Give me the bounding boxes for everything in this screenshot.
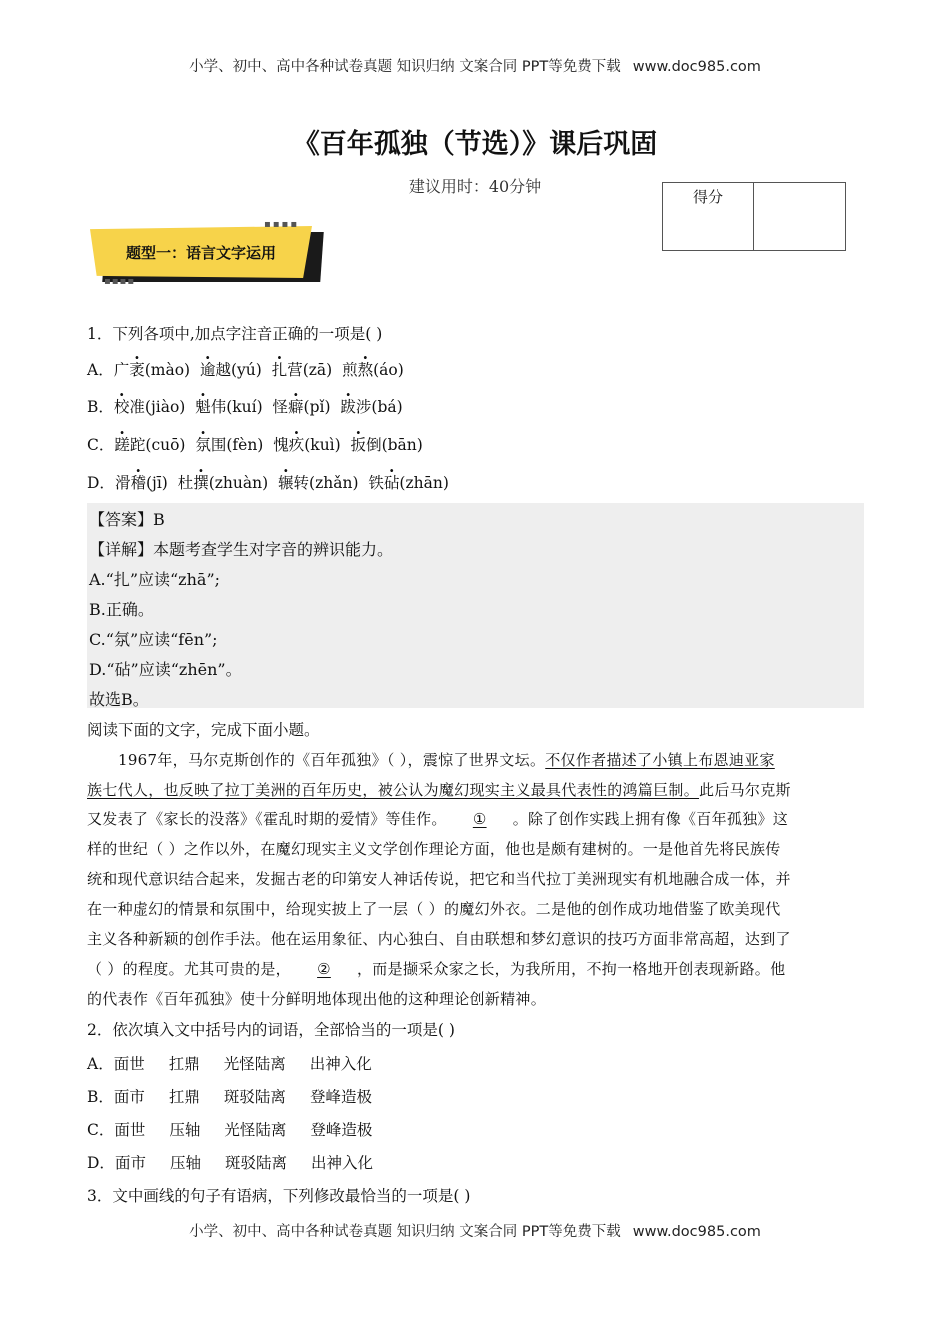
passage-line-7: 主义各种新颖的创作手法。他在运用象征、内心独白、自由联想和梦幻意识的技巧方面非常高超，达到了 [87,930,791,948]
option-letter: C． [87,436,115,454]
banner-decoration-bottom: ▪▪▪▪ [104,276,136,287]
passage-line-1: 1967年，马尔克斯创作的《百年孤独》（ ），震惊了世界文坛。不仅作者描述了小镇上布恩迪亚家 [118,751,775,769]
passage-line-8: （ ）的程度。尤其可贵的是， ② ，而是撷采众家之长，为我所用，不拘一格地开创表现新路。他 [87,960,786,978]
answer-line: A.“扎”应读“zhā”; [89,570,221,589]
underlined-sentence: 族七代人，也反映了拉丁美洲的百年历史，被公认为魔幻现实主义最具代表性的鸿篇巨制。 [87,781,700,799]
option-item: 杜撰(zhuàn) [177,474,269,492]
score-box [662,182,846,251]
option-word: 登峰造极 [310,1121,373,1139]
option-word: 面市 [113,1088,145,1106]
reading-intro: 阅读下面的文字，完成下面小题。 [87,721,320,739]
header-url[interactable]: www.doc985.com [632,59,761,75]
question-1-option-c[interactable] [87,433,423,455]
page-header [0,55,950,76]
answer-line: 【详解】本题考查学生对字音的辨识能力。 [89,540,394,559]
footer-url[interactable]: www.doc985.com [632,1224,761,1240]
question-3-stem: 3．文中画线的句子有语病，下列修改最恰当的一项是( ) [87,1187,471,1205]
section-banner [90,219,322,287]
answer-line: 故选B。 [89,690,149,709]
option-item: 跋涉(bá) [340,398,403,416]
answer-box [87,503,864,708]
option-word: 压轴 [169,1121,201,1139]
page-footer [0,1220,950,1241]
answer-line: B.正确。 [89,600,154,619]
option-word: 斑驳陆离 [223,1088,286,1106]
question-2-option-c[interactable] [87,1118,396,1140]
option-word: 出神入化 [310,1154,373,1172]
option-item: 滑稽(jī) [114,474,168,492]
option-word: 扛鼎 [168,1055,200,1073]
option-item: 扳倒(bān) [350,436,423,454]
option-item: 愧疚(kuì) [273,436,341,454]
option-item: 煎熬(áo) [342,361,404,379]
page-title: 《百年孤独（节选）》课后巩固 [292,129,658,160]
passage-line-3: 又发表了《家长的没落》《霍乱时期的爱情》等佳作。 ① 。除了创作实践上拥有像《百年孤独》这 [87,810,789,828]
answer-line: 【答案】B [89,510,165,529]
option-word: 面市 [114,1154,146,1172]
suggested-time: 建议用时：40分钟 [408,177,542,196]
blank-2: ② [317,960,331,978]
question-2-option-d[interactable] [87,1151,397,1173]
option-item: 广袤(mào) [113,361,191,379]
option-word: 光怪陆离 [223,1055,286,1073]
option-word: 扛鼎 [168,1088,200,1106]
score-value [754,183,845,250]
option-word: 登峰造极 [309,1088,372,1106]
score-label: 得分 [663,183,754,250]
question-1-option-a[interactable] [87,358,404,380]
question-2-stem: 2．依次填入文中括号内的词语，全部恰当的一项是( ) [87,1021,455,1039]
option-word: 光怪陆离 [224,1121,287,1139]
option-letter: C． [87,1121,115,1139]
question-1-stem: 1．下列各项中,加点字注音正确的一项是( ) [87,325,383,343]
passage-line-5: 统和现代意识结合起来，发掘古老的印第安人神话传说，把它和当代拉丁美洲现实有机地融合成一体，并 [87,870,791,888]
section-title: 题型一：语言文字运用 [126,244,277,262]
option-item: 铁砧(zhān) [368,474,449,492]
option-word: 面世 [113,1055,145,1073]
option-item: 氛围(fèn) [195,436,264,454]
question-1-option-b[interactable] [87,395,403,417]
underlined-sentence: 不仅作者描述了小镇上布恩迪亚家 [545,751,775,769]
option-item: 校准(jiào) [113,398,186,416]
option-item: 逾越(yú) [199,361,262,379]
passage-line-4: 样的世纪（ ）之作以外，在魔幻现实主义文学创作理论方面，他也是颇有建树的。一是他首先将民族传 [87,840,781,858]
option-item: 怪癖(pǐ) [272,398,331,416]
footer-text: 小学、初中、高中各种试卷真题 知识归纳 文案合同 PPT等免费下载 [189,1224,621,1240]
option-letter: B． [87,398,114,416]
option-item: 蹉跎(cuō) [114,436,186,454]
blank-1: ① [472,810,487,828]
answer-line: D.“砧”应读“zhēn”。 [89,660,242,679]
question-1-option-d[interactable] [87,471,449,493]
option-word: 压轴 [169,1154,201,1172]
answer-line: C.“氛”应读“fēn”; [89,630,218,649]
banner-decoration-top: ▪▪▪▪ [264,219,300,230]
passage-line-6: 在一种虚幻的情景和氛围中，给现实披上了一层（ ）的魔幻外衣。二是他的创作成功地借鉴了欧美现代 [87,900,781,918]
question-2-option-b[interactable] [87,1085,396,1107]
option-letter: D． [87,1154,115,1172]
option-item: 辗转(zhǎn) [278,474,359,492]
option-item: 魁伟(kuí) [195,398,263,416]
option-letter: A． [87,361,114,379]
passage-line-9: 的代表作《百年孤独》使十分鲜明地体现出他的这种理论创新精神。 [87,990,547,1008]
option-letter: A． [87,1055,114,1073]
passage-line-2: 族七代人，也反映了拉丁美洲的百年历史，被公认为魔幻现实主义最具代表性的鸿篇巨制。此后马尔克斯 [87,781,791,799]
option-word: 出神入化 [309,1055,372,1073]
header-text: 小学、初中、高中各种试卷真题 知识归纳 文案合同 PPT等免费下载 [189,59,621,75]
option-word: 面世 [114,1121,146,1139]
question-2-option-a[interactable] [87,1052,396,1074]
option-word: 斑驳陆离 [224,1154,287,1172]
option-item: 扎营(zā) [271,361,333,379]
option-letter: D． [87,474,115,492]
option-letter: B． [87,1088,114,1106]
